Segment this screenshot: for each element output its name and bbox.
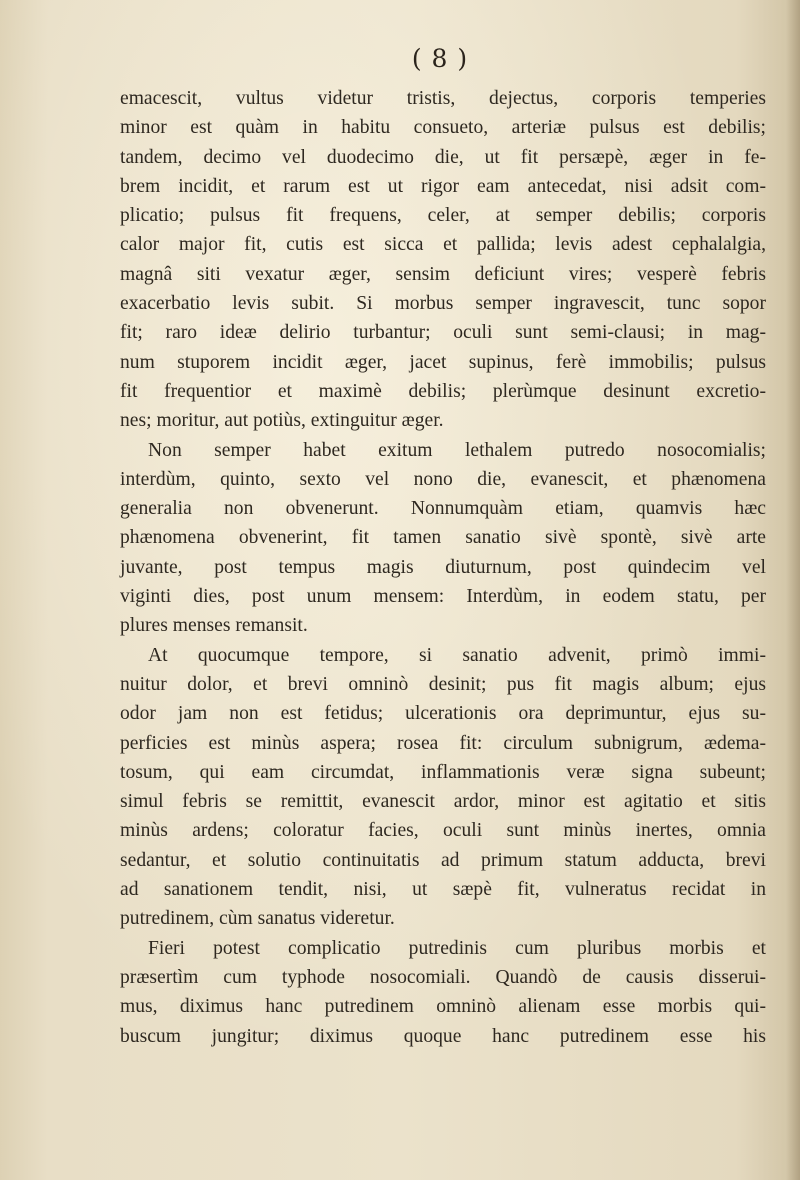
text-line: sedantur, et solutio continuitatis ad primum statum adducta, brevi xyxy=(120,849,766,871)
text-line: tandem, decimo vel duodecimo die, ut fit persæpè, æger in fe- xyxy=(120,146,766,168)
body-text xyxy=(120,84,766,1051)
text-line: fit; raro ideæ delirio turbantur; oculi sunt semi-clausi; in mag- xyxy=(120,322,766,344)
text-line: fit frequentior et maximè debilis; plerùmque desinunt excretio- xyxy=(120,380,766,402)
text-line: præsertìm cum typhode nosocomiali. Quandò de causis disserui- xyxy=(120,966,766,988)
text-line: Non semper habet exitum lethalem putredo nosocomialis; xyxy=(148,439,766,461)
page-number: ( 8 ) xyxy=(411,44,469,73)
text-line: ad sanationem tendit, nisi, ut sæpè fit, vulneratus recidat in xyxy=(120,879,766,901)
text-line: minùs ardens; coloratur facies, oculi sunt minùs inertes, omnia xyxy=(120,820,766,842)
text-line: simul febris se remittit, evanescit ardor, minor est agitatio et sitis xyxy=(120,791,766,813)
text-line: emacescit, vultus videtur tristis, dejectus, corporis temperies xyxy=(120,88,766,109)
text-line: phænomena obvenerint, fit tamen sanatio sivè spontè, sivè arte xyxy=(120,527,766,549)
text-line: brem incidit, et rarum est ut rigor eam antecedat, nisi adsit com- xyxy=(120,175,766,197)
text-line: odor jam non est fetidus; ulcerationis ora deprimuntur, ejus su- xyxy=(120,703,766,725)
text-line: perficies est minùs aspera; rosea fit: circulum subnigrum, ædema- xyxy=(120,732,766,754)
text-line: viginti dies, post unum mensem: Interdùm, in eodem statu, per xyxy=(120,586,766,608)
text-line: minor est quàm in habitu consueto, arteriæ pulsus est debilis; xyxy=(120,117,766,139)
text-line: tosum, qui eam circumdat, inflammationis veræ signa subeunt; xyxy=(120,761,766,783)
text-line: mus, diximus hanc putredinem omninò alienam esse morbis qui- xyxy=(120,996,766,1018)
text-line: num stuporem incidit æger, jacet supinus, ferè immobilis; pulsus xyxy=(120,351,766,373)
text-line: At quocumque tempore, si sanatio advenit, primò immi- xyxy=(148,644,766,666)
text-line: plures menses remansit. xyxy=(120,615,308,637)
page-edge-shadow xyxy=(786,0,800,1180)
text-line: putredinem, cùm sanatus videretur. xyxy=(120,908,395,930)
text-line: calor major fit, cutis est sicca et pallida; levis adest cephalalgia, xyxy=(120,234,766,256)
text-line: interdùm, quinto, sexto vel nono die, evanescit, et phænomena xyxy=(120,468,766,490)
text-line: plicatio; pulsus fit frequens, celer, at semper debilis; corporis xyxy=(120,205,766,227)
text-line: buscum jungitur; diximus quoque hanc putredinem esse his xyxy=(120,1025,766,1047)
text-line: nuitur dolor, et brevi omninò desinit; pus fit magis album; ejus xyxy=(120,673,766,695)
text-line: nes; moritur, aut potiùs, extinguitur æger. xyxy=(120,410,444,432)
text-line: exacerbatio levis subit. Si morbus semper ingravescit, tunc sopor xyxy=(120,293,766,315)
text-line: Fieri potest complicatio putredinis cum pluribus morbis et xyxy=(148,937,766,959)
text-line: generalia non obvenerunt. Nonnumquàm etiam, quamvis hæc xyxy=(120,498,766,520)
text-line: juvante, post tempus magis diuturnum, post quindecim vel xyxy=(120,556,766,578)
text-line: magnâ siti vexatur æger, sensim deficiunt vires; vesperè febris xyxy=(120,263,766,285)
